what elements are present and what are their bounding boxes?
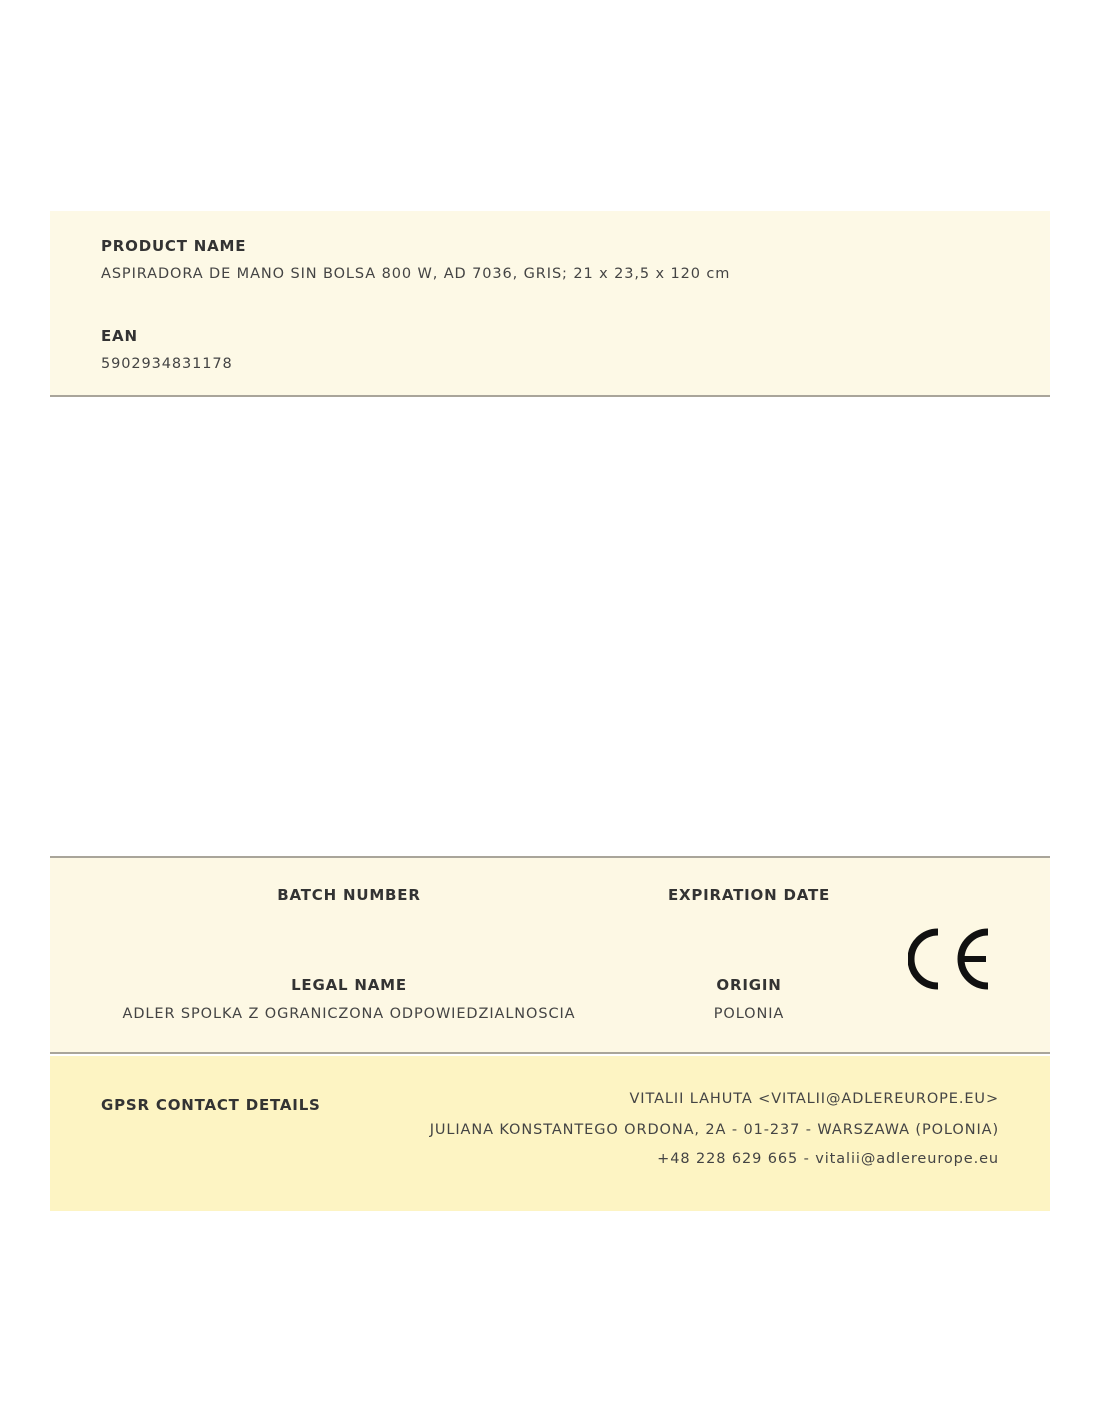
gpsr-contact-line-name: VITALII LAHUTA <VITALII@ADLEREUROPE.EU> <box>629 1091 999 1107</box>
ce-mark-icon <box>908 928 992 990</box>
origin-value: POLONIA <box>713 1006 785 1022</box>
ean-value: 5902934831178 <box>101 356 233 372</box>
expiration-date-label: EXPIRATION DATE <box>667 886 831 904</box>
legal-name-label: LEGAL NAME <box>291 976 407 994</box>
product-name-label: PRODUCT NAME <box>101 237 247 255</box>
ean-label: EAN <box>101 327 138 345</box>
product-name-value: ASPIRADORA DE MANO SIN BOLSA 800 W, AD 7036, GRIS; 21 x 23,5 x 120 cm <box>101 266 731 282</box>
batch-number-label: BATCH NUMBER <box>277 886 421 904</box>
product-info-section <box>50 211 1050 397</box>
legal-name-value: ADLER SPOLKA Z OGRANICZONA ODPOWIEDZIALNOSCIA <box>122 1006 576 1022</box>
gpsr-contact-line-address: JULIANA KONSTANTEGO ORDONA, 2A - 01-237 - WARSZAWA (POLONIA) <box>429 1122 999 1138</box>
gpsr-contact-section <box>50 1056 1050 1211</box>
product-details-section <box>50 856 1050 1054</box>
gpsr-contact-line-phone-email: +48 228 629 665 - vitalii@adlereurope.eu <box>657 1151 999 1167</box>
gpsr-contact-label: GPSR CONTACT DETAILS <box>101 1096 321 1114</box>
origin-label: ORIGIN <box>716 976 782 994</box>
